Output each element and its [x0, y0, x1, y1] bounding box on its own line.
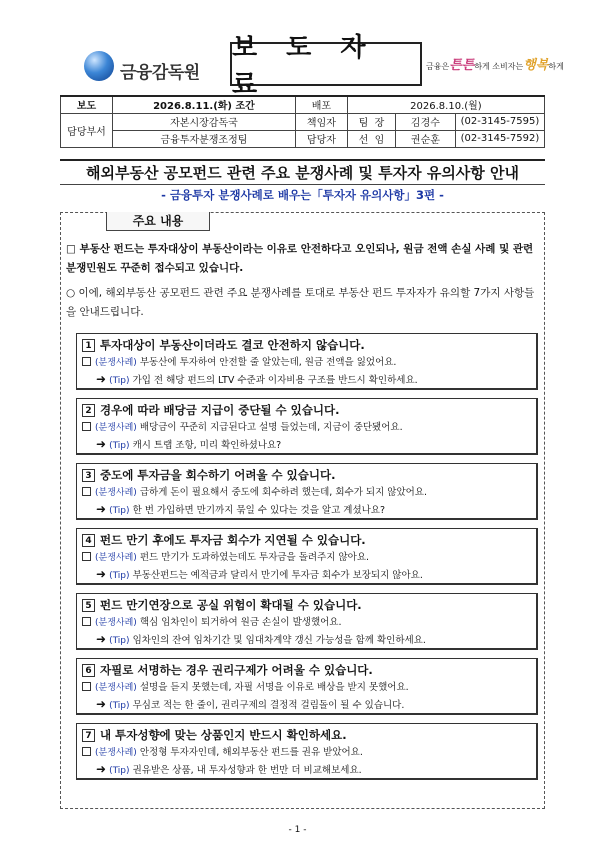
checkbox-square-icon — [82, 357, 91, 366]
tip-title — [82, 727, 531, 744]
tip-line — [82, 632, 531, 650]
tip-title-text: 자필로 서명하는 경우 권리구제가 어려울 수 있습니다. — [100, 663, 373, 677]
case-text: 설명을 듣지 못했는데, 자필 서명을 이유로 배상을 받지 못했어요. — [139, 682, 409, 693]
tip-box-3 — [76, 463, 538, 520]
case-line — [82, 614, 531, 632]
page-number: - 1 - — [288, 825, 307, 835]
case-line — [82, 679, 531, 697]
tip-text: 가입 전 해당 펀드의 LTV 수준과 이자비용 구조를 반드시 확인하세요. — [132, 375, 418, 386]
tip-title-text: 투자대상이 부동산이더라도 결코 안전하지 않습니다. — [100, 338, 365, 352]
case-tag: (분쟁사례) — [95, 423, 137, 433]
section-label: 주요 내용 — [106, 212, 210, 231]
case-text: 핵심 임차인이 퇴거하여 원금 손실이 발생했어요. — [139, 617, 342, 628]
doc-type-box — [230, 33, 422, 100]
role-2: 담당자 — [295, 130, 347, 147]
tip-title — [82, 597, 531, 614]
case-line — [82, 549, 531, 567]
case-text: 안정형 투자자인데, 해외부동산 펀드를 권유 받았어요. — [139, 747, 363, 758]
case-text: 부동산에 투자하여 안전할 줄 알았는데, 원금 전액을 잃었어요. — [139, 357, 397, 368]
case-tag: (분쟁사례) — [95, 488, 137, 498]
case-tag: (분쟁사례) — [95, 683, 137, 693]
tel-2: (02-3145-7592) — [455, 130, 544, 147]
case-line — [82, 744, 531, 762]
tip-tag: (Tip) — [109, 766, 130, 776]
arrow-right-icon: ➜ — [96, 372, 107, 386]
tip-line — [82, 762, 531, 780]
tip-tag: (Tip) — [109, 376, 130, 386]
arrow-right-icon: ➜ — [96, 632, 107, 646]
case-text: 펀드 만기가 도과하였는데도 투자금을 돌려주지 않아요. — [139, 552, 370, 563]
tip-box-7 — [76, 723, 538, 780]
tip-text: 무심코 적는 한 줄이, 권리구제의 결정적 걸림돌이 될 수 있습니다. — [132, 700, 405, 711]
arrow-right-icon: ➜ — [96, 697, 107, 711]
doc-type-title: 보 도 자 료 — [232, 33, 376, 100]
document-header — [60, 33, 564, 100]
tip-title-text: 펀드 만기연장으로 공실 위험이 확대될 수 있습니다. — [100, 598, 362, 612]
tip-title — [82, 532, 531, 549]
intro-paragraph-2: ○ 이에, 해외부동산 공모펀드 관련 주요 분쟁사례를 토대로 부동산 펀드 투자자가 유의할 7가지 사항들을 안내드립니다. — [66, 287, 535, 318]
item-number: 6 — [82, 664, 95, 677]
item-number: 2 — [82, 404, 95, 417]
dept-name-1: 자본시장감독국 — [113, 113, 296, 130]
tip-line — [82, 567, 531, 585]
tip-title — [82, 467, 531, 484]
item-number: 4 — [82, 534, 95, 547]
case-text: 배당금이 꾸준히 지급된다고 설명 들었는데, 지금이 중단됐어요. — [139, 422, 403, 433]
name-1: 김경수 — [395, 113, 455, 130]
fss-logo — [84, 48, 234, 88]
case-tag: (분쟁사례) — [95, 553, 137, 563]
case-tag: (분쟁사례) — [95, 358, 137, 368]
tip-text: 캐시 트랩 조항, 미리 확인하셨나요? — [132, 440, 282, 451]
checkbox-square-icon — [82, 747, 91, 756]
slogan — [426, 54, 564, 73]
tip-box-2 — [76, 398, 538, 455]
tip-box-4 — [76, 528, 538, 585]
distribute-date: 2026.8.10.(월) — [347, 96, 544, 113]
tip-box-1 — [76, 333, 538, 390]
intro-paragraph-1: □ 부동산 펀드는 투자대상이 부동산이라는 이유로 안전하다고 오인되나, 원금 전액 손실 사례 및 관련 분쟁민원도 꾸준히 접수되고 있습니다. — [66, 243, 534, 274]
checkbox-square-icon — [82, 617, 91, 626]
tip-title-text: 내 투자성향에 맞는 상품인지 반드시 확인하세요. — [100, 728, 347, 742]
checkbox-square-icon — [82, 422, 91, 431]
sub-title: - 금융투자 분쟁사례로 배우는「투자자 유의사항」3편 - — [161, 188, 444, 202]
tip-title-text: 경우에 따라 배당금 지급이 중단될 수 있습니다. — [100, 403, 340, 417]
role-1: 책임자 — [295, 113, 347, 130]
tip-line — [82, 697, 531, 715]
arrow-right-icon: ➜ — [96, 567, 107, 581]
tip-tag: (Tip) — [109, 571, 130, 581]
tel-1: (02-3145-7595) — [455, 113, 544, 130]
main-title: 해외부동산 공모펀드 관련 주요 분쟁사례 및 투자자 유의사항 안내 — [60, 159, 545, 185]
name-2: 권순훈 — [395, 130, 455, 147]
tip-text: 권유받은 상품, 내 투자성향과 한 번만 더 비교해보세요. — [132, 765, 362, 776]
arrow-right-icon: ➜ — [96, 502, 107, 516]
checkbox-square-icon — [82, 552, 91, 561]
slogan-accent: 행복 — [523, 58, 549, 73]
item-number: 5 — [82, 599, 95, 612]
tip-tag: (Tip) — [109, 701, 130, 711]
tip-text: 한 번 가입하면 만기까지 묶일 수 있다는 것을 알고 계셨나요? — [132, 505, 386, 516]
tip-title-text: 중도에 투자금을 회수하기 어려울 수 있습니다. — [100, 468, 336, 482]
tip-line — [82, 502, 531, 520]
slogan-accent: 튼튼 — [449, 58, 475, 73]
tip-title-text: 펀드 만기 후에도 투자금 회수가 지연될 수 있습니다. — [100, 533, 366, 547]
checkbox-square-icon — [82, 682, 91, 691]
tip-title — [82, 402, 531, 419]
item-number: 7 — [82, 729, 95, 742]
logo-text: 금융감독원 — [120, 63, 200, 83]
item-number: 3 — [82, 469, 95, 482]
checkbox-square-icon — [82, 487, 91, 496]
arrow-right-icon: ➜ — [96, 437, 107, 451]
slogan-part: 하게 — [548, 62, 564, 71]
tip-text: 부동산펀드는 예적금과 달리서 만기에 투자금 회수가 보장되지 않아요. — [132, 570, 423, 581]
tip-tag: (Tip) — [109, 636, 130, 646]
release-date: 2026.8.11.(화) 조간 — [113, 96, 296, 113]
tip-title — [82, 337, 531, 354]
case-text: 급하게 돈이 필요해서 중도에 회수하려 했는데, 회수가 되지 않았어요. — [139, 487, 427, 498]
case-line — [82, 484, 531, 502]
distribute-label: 배포 — [295, 96, 347, 113]
item-number: 1 — [82, 339, 95, 352]
tip-line — [82, 437, 531, 455]
tip-line — [82, 372, 531, 390]
tip-title — [82, 662, 531, 679]
slogan-part: 하게 소비자는 — [474, 62, 524, 71]
arrow-right-icon: ➜ — [96, 762, 107, 776]
position-2: 선 임 — [347, 130, 395, 147]
dept-label: 담당부서 — [61, 113, 113, 147]
case-tag: (분쟁사례) — [95, 618, 137, 628]
tip-tag: (Tip) — [109, 506, 130, 516]
tip-box-5 — [76, 593, 538, 650]
tip-tag: (Tip) — [109, 441, 130, 451]
release-info-table — [60, 95, 545, 148]
dept-name-2: 금융투자분쟁조정팀 — [113, 130, 296, 147]
case-tag: (분쟁사례) — [95, 748, 137, 758]
slogan-part: 금융은 — [426, 62, 450, 71]
globe-logo-icon — [84, 51, 114, 81]
release-label: 보도 — [61, 96, 113, 113]
case-line — [82, 354, 531, 372]
tip-box-6 — [76, 658, 538, 715]
tip-text: 임차인의 잔여 임차기간 및 임대차계약 갱신 가능성을 함께 확인하세요. — [132, 635, 426, 646]
case-line — [82, 419, 531, 437]
position-1: 팀 장 — [347, 113, 395, 130]
